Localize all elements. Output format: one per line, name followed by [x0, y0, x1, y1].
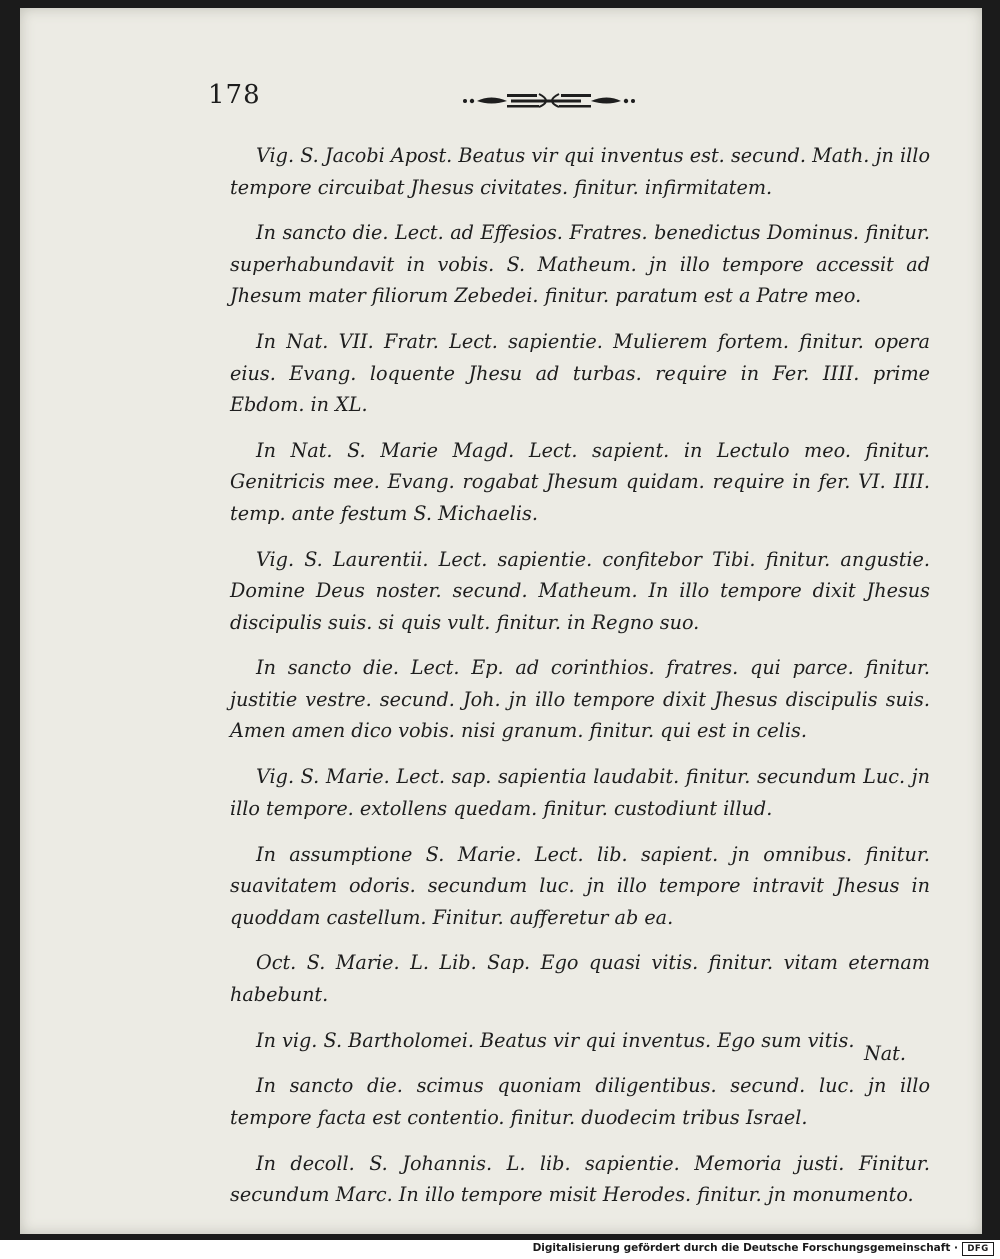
text-entry: In vig. S. Bartholomei. Beatus vir qui inventus. Ego sum vitis. — [256, 1028, 855, 1052]
dfg-logo-icon — [962, 1242, 994, 1256]
text-entry: In Nat. VII. Fratr. Lect. sapientie. Mulierem fortem. finitur. opera eius. Evang. loquente Jhesu ad turbas. require in Fer. IIII. prime Ebdom. in XL. — [230, 330, 930, 417]
text-entry: In Nat. S. Marie Magd. Lect. sapient. in Lectulo meo. finitur. Genitricis mee. Evang. rogabat Jhesum quidam. require in fer. VI. IIII. temp. ante festum S. Michaelis. — [230, 438, 930, 525]
header-ornament-icon — [461, 90, 637, 110]
text-entry: Vig. S. Laurentii. Lect. sapientie. confitebor Tibi. finitur. angustie. Domine Deus noster. secund. Matheum. In illo tempore dixit Jhesus discipulis suis. si quis vult. finitur. in Regno suo. — [230, 547, 930, 634]
page-number: 178 — [208, 80, 261, 110]
text-entry: In sancto die. Lect. Ep. ad corinthios. fratres. qui parce. finitur. justitie vestre. secund. Joh. jn illo tempore dixit Jhesus discipulis suis. Amen amen dico vobis. nisi granum. finitur. qui est in celis. — [230, 656, 930, 743]
liturgical-text-block — [230, 140, 930, 1225]
text-entry: In sancto die. Lect. ad Effesios. Fratres. benedictus Dominus. finitur. superhabundavit in vobis. S. Matheum. jn illo tempore accessit ad Jhesum mater filiorum Zebedei. finitur. paratum est a Patre meo. — [230, 221, 930, 308]
text-entry: Vig. S. Jacobi Apost. Beatus vir qui inventus est. secund. Math. jn illo tempore circuibat Jhesus civitates. finitur. infirmitatem. — [230, 144, 930, 199]
footer-credit: Digitalisierung gefördert durch die Deutsche Forschungsgemeinschaft · — [532, 1242, 958, 1254]
text-entry: In assumptione S. Marie. Lect. lib. sapient. jn omnibus. finitur. suavitatem odoris. secundum luc. jn illo tempore intravit Jhesus in quoddam castellum. Finitur. aufferetur ab ea. — [230, 842, 930, 929]
text-entry: In decoll. S. Johannis. L. lib. sapientie. Memoria justi. Finitur. secundum Marc. In illo tempore misit Herodes. finitur. jn monumento. — [230, 1151, 930, 1207]
catchword: Nat. — [863, 1042, 906, 1065]
dfg-logo-label: DFG — [967, 1244, 989, 1254]
text-entry: Oct. S. Marie. L. Lib. Sap. Ego quasi vitis. finitur. vitam eternam habebunt. — [230, 951, 930, 1006]
text-entry: Vig. S. Marie. Lect. sap. sapientia laudabit. finitur. secundum Luc. jn illo tempore. extollens quedam. finitur. custodiunt illud. — [230, 765, 930, 820]
text-entry: In sancto die. scimus quoniam diligentibus. secund. luc. jn illo tempore facta est contentio. finitur. duodecim tribus Israel. — [230, 1074, 930, 1129]
footer-bar — [0, 1240, 1000, 1259]
